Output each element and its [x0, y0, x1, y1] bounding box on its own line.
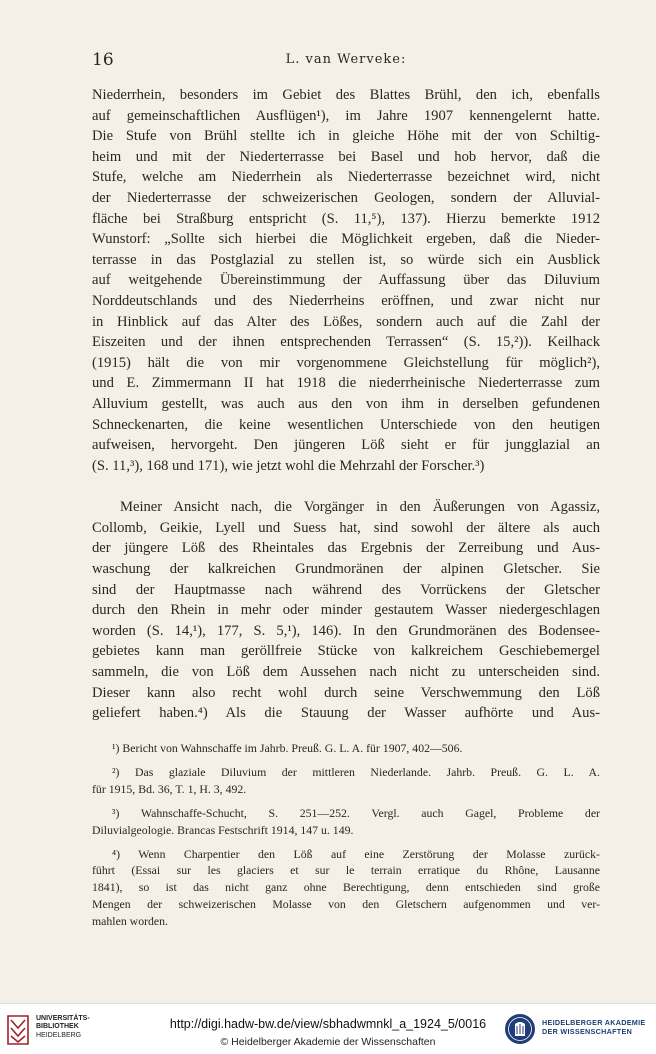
- footnote-3: ³) Wahnschaffe-Schucht, S. 251—252. Vergl. auch Gagel, Probleme der: [112, 805, 600, 820]
- university-library-label[interactable]: [36, 1015, 90, 1040]
- university-library-logo-icon[interactable]: [6, 1014, 30, 1046]
- body-text: [92, 85, 600, 724]
- text-line: gebietes kann man geröllfreie Stücke von kalkreichem Geschiebemergel: [92, 643, 600, 660]
- text-line: aufweisen, hervorgeht. Den jüngeren Löß sieht er für jungglazial an: [92, 437, 600, 454]
- library-name-line-2: BIBLIOTHEK: [36, 1023, 79, 1031]
- text-line: heim und mit der Niederterrasse bei Basel und hob hervor, daß die: [92, 148, 600, 165]
- text-line: (S. 11,³), 168 und 171), wie jetzt wohl die Mehrzahl der Forscher.³): [92, 457, 485, 474]
- footnote-4-cont: führt (Essai sur les glaciers et sur le terrain erratique du Rhône, Lausanne: [92, 863, 600, 878]
- text-line: Niederrhein, besonders im Gebiet des Blattes Brühl, den ich, ebenfalls: [92, 87, 600, 103]
- paragraph-1: [92, 85, 600, 476]
- academy-name-line-1: HEIDELBERGER AKADEMIE: [542, 1018, 646, 1027]
- text-line: terrasse in das Postglazial zu stellen ist, so würde sich ein Ausblick: [92, 251, 600, 268]
- paragraph-2: [92, 497, 600, 724]
- footnotes: [92, 740, 600, 930]
- text-line: Dieser kann also recht wohl durch seine Verschwemmung den Löß: [92, 684, 600, 701]
- academy-label[interactable]: [542, 1018, 645, 1036]
- footnote-4-cont: mahlen worden.: [92, 914, 169, 929]
- running-head: L. van Werveke:: [285, 52, 407, 67]
- footnote-4: ⁴) Wenn Charpentier den Löß auf eine Zerstörung der Molasse zurück-: [112, 846, 600, 861]
- viewer-footer: [0, 1003, 656, 1054]
- footnote-4-cont: 1841), so ist das nicht ganz ohne Berechtigung, denn entschieden sind große: [92, 880, 600, 895]
- library-city: HEIDELBERG: [36, 1031, 82, 1039]
- text-line: Wunstorf: „Sollte sich hierbei die Möglichkeit ergeben, daß die Nieder-: [92, 231, 600, 248]
- text-line: geliefert haben.⁴) Als die Stauung der Wasser aufhörte und Aus-: [92, 705, 600, 722]
- text-line: Eiszeiten und der ihnen entsprechenden Terrassen“ (S. 15,²)). Keilhack: [92, 334, 600, 351]
- footnote-1: ¹) Bericht von Wahnschaffe im Jahrb. Preuß. G. L. A. für 1907, 402—506.: [112, 741, 463, 755]
- text-line: der jüngere Löß des Rheintales das Ergebnis der Zerreibung und Aus-: [92, 540, 600, 557]
- page-number: 16: [92, 50, 114, 70]
- text-line: waschung der kalkreichen Grundmoränen der alpinen Gletscher. Sie: [92, 561, 600, 578]
- permalink-url[interactable]: http://digi.hadw-bw.de/view/sbhadwmnkl_a_1924_5/0016: [169, 1017, 487, 1031]
- footnote-4-cont: Mengen der schweizerischen Molasse von den Gletschern aufgenommen und ver-: [92, 897, 600, 912]
- text-line: sammeln, die von Löß dem Aussehen nach nicht zu unterscheiden sind.: [92, 664, 600, 681]
- footnote-3-cont: Diluvialgeologie. Brancas Festschrift 1914, 147 u. 149.: [92, 822, 354, 837]
- text-line: auf weitgehende Übereinstimmung der Auffassung über das Diluvium: [92, 272, 600, 289]
- footnote-2: ²) Das glaziale Diluvium der mittleren Niederlande. Jahrb. Preuß. G. L. A.: [112, 764, 600, 779]
- text-line: Die Stufe von Brühl stellte ich in gleiche Höhe mit der von Schiltig-: [92, 128, 600, 145]
- text-line: Norddeutschlands und des Niederrheins eröffnen, und zwar nicht nur: [92, 292, 600, 309]
- copyright-notice: © Heidelberger Akademie der Wissenschaften: [220, 1036, 436, 1048]
- text-line: der Niederterrasse der schweizerischen Geologen, sondern der Alluvial-: [92, 189, 600, 206]
- footnote-2-cont: für 1915, Bd. 36, T. 1, H. 3, 492.: [92, 781, 247, 796]
- academy-name-line-2: DER WISSENSCHAFTEN: [542, 1027, 633, 1036]
- academy-seal-icon[interactable]: [504, 1012, 536, 1046]
- text-line: fläche bei Straßburg entspricht (S. 11,⁵), 137). Hierzu bemerkte 1912: [92, 210, 600, 227]
- text-line: Alluvium gestellt, was auch aus den von ihm in derselben gefundenen: [92, 395, 600, 412]
- text-line: in Hinblick auf das Alter des Lößes, sondern auch auf die Zahl der: [92, 313, 600, 330]
- text-line: auf gemeinschaftlichen Ausflügen¹), im Jahre 1907 kennengelernt hatte.: [92, 107, 600, 124]
- text-line: Schneckenarten, die keine wesentlichen Unterschiede von den heutigen: [92, 416, 600, 433]
- text-line: durch den Rhein in mehr oder minder gestautem Wasser niedergeschlagen: [92, 602, 600, 619]
- text-line: Collomb, Geikie, Lyell und Suess hat, sind sowohl der ältere als auch: [92, 519, 600, 536]
- text-line: und E. Zimmermann II hat 1918 die niederrheinische Niederterrasse zum: [92, 375, 600, 392]
- library-name-line-1: UNIVERSITÄTS-: [36, 1015, 90, 1022]
- text-line: sind der Hauptmasse nach während des Vorrückens der Gletscher: [92, 581, 600, 598]
- text-line: Stufe, welche am Niederrhein als Niederterrasse bezeichnet wird, nicht: [92, 169, 600, 186]
- text-line: Meiner Ansicht nach, die Vorgänger in den Äußerungen von Agassiz,: [120, 499, 600, 516]
- text-line: (1915) hält die von mir vorgenommene Gleichstellung für möglich²),: [92, 354, 600, 371]
- text-line: worden (S. 14,¹), 177, S. 5,¹), 146). In den Grundmoränen des Bodensee-: [92, 622, 600, 639]
- page-header: [92, 50, 600, 72]
